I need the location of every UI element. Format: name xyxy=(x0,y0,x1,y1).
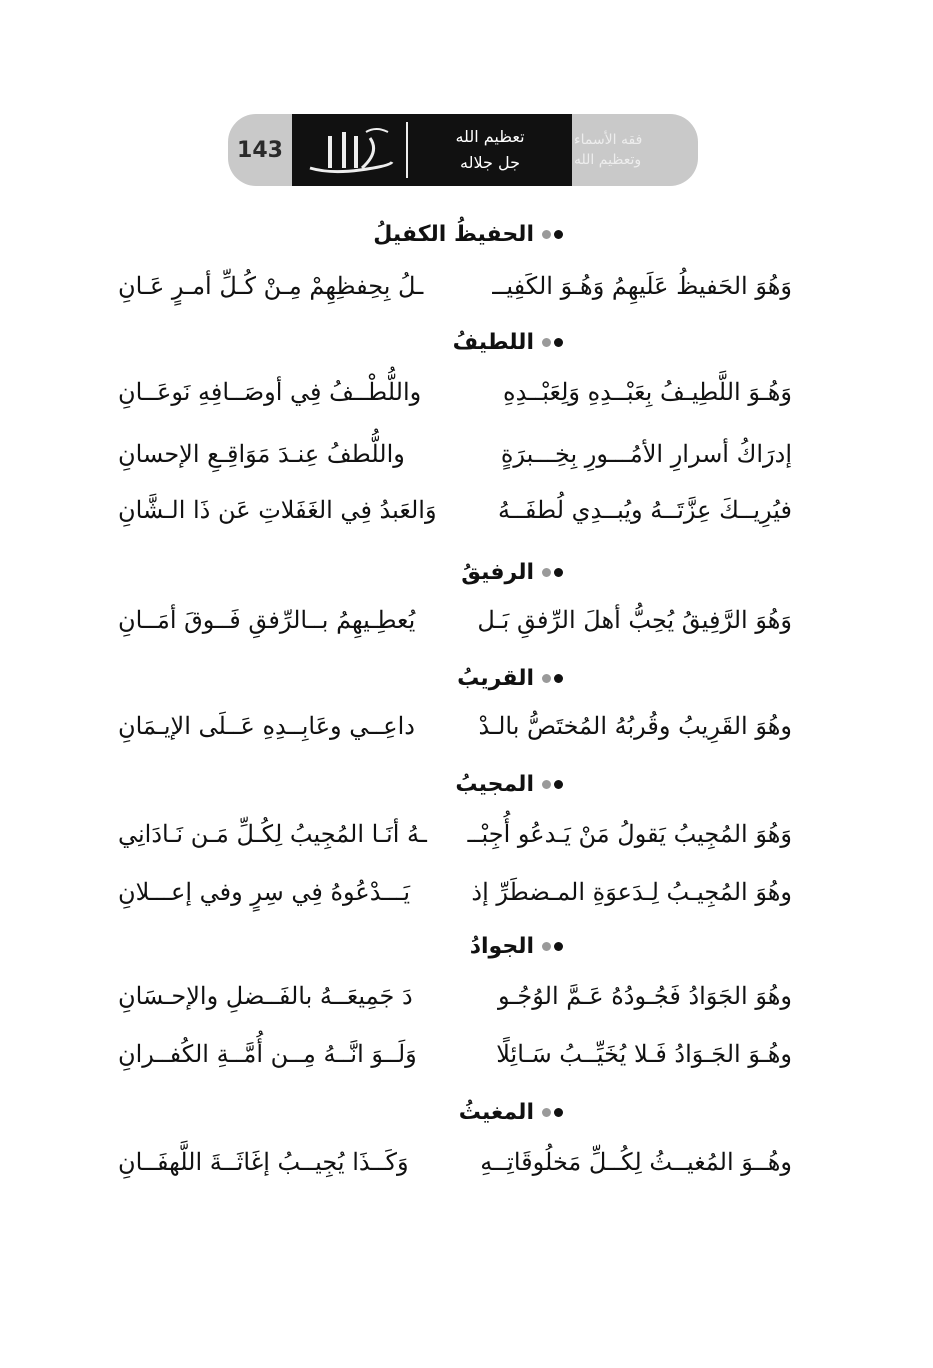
verse-line xyxy=(118,1040,792,1080)
bullet-icon xyxy=(542,942,563,951)
second-hemistich: يَـــدْعُوهُ فِي سِرٍ وفي إعـــلانِ xyxy=(118,878,411,906)
first-hemistich: وهُـوَ الجَـوَادُ فَـلا يُخَيِّــبُ سَـائِلًا xyxy=(496,1040,792,1068)
second-hemistich: وَالعَبدُ فِي الغَفَلاتِ عَن ذَا الـشَّانِ xyxy=(118,496,437,524)
section-title: اللطيفُ xyxy=(452,330,534,355)
second-hemistich: واللُّطفُ عِنـدَ مَوَاقِـعِ الإحسانِ xyxy=(118,440,405,468)
bullet-icon xyxy=(542,674,563,683)
bullet-icon xyxy=(542,568,563,577)
first-hemistich: وهُــوَ المُغيــثُ لِكُــلِّ مَخلُوقَاتِــهِ xyxy=(480,1148,792,1176)
section-heading xyxy=(459,1100,563,1125)
section-title: المغيثُ xyxy=(458,1100,534,1125)
section-heading xyxy=(373,222,563,247)
second-hemistich: يُعطِـيهِمُ بــالرِّفقِ فَــوقَ أمَــانِ xyxy=(118,606,416,634)
bullet-icon xyxy=(542,780,563,789)
section-title: الجوادُ xyxy=(469,934,534,959)
title-line-1: تعظيم الله xyxy=(455,127,525,146)
second-hemistich: داعِــي وعَابِــدِهِ عَــلَى الإيـمَانِ xyxy=(118,712,415,740)
book-line-2: وتعظيم الله xyxy=(574,152,642,168)
bullet-icon xyxy=(542,230,563,239)
first-hemistich: وهُوَ المُجِيـبُ لِـدَعوَةِ المـضطَرِّ إذ xyxy=(471,878,792,906)
first-hemistich: وَهُـوَ اللَّطِيـفُ بِعَبْــدِهِ وَلِعَبْــدِهِ xyxy=(503,378,792,406)
second-hemistich: ـلُ بِحِفظِهِمْ مِـنْ كُـلِّ أمـرٍ عَـانِ xyxy=(118,272,424,300)
section-heading xyxy=(453,330,563,355)
bullet-icon xyxy=(542,1108,563,1117)
bullet-icon xyxy=(542,338,563,347)
section-title: الحفيظُ الكفيلُ xyxy=(373,222,534,247)
first-hemistich: وَهُوَ الحَفيظُ عَلَيهِمُ وَهُـوَ الكَفِيــ xyxy=(492,272,792,300)
verse-line xyxy=(118,496,792,536)
title-line-2: جل جلاله xyxy=(460,153,520,172)
verse-line xyxy=(118,606,792,646)
first-hemistich: وهُوَ الجَوَادُ فَجُـودُهُ عَـمَّ الوُجُـو xyxy=(497,982,792,1010)
section-title: الرفيقُ xyxy=(461,560,534,585)
first-hemistich: وهُوَ القَرِيبُ وقُربُهُ المُختَصُّ بالـدْ xyxy=(478,712,792,740)
verse-line xyxy=(118,878,792,918)
first-hemistich: وَهُوَ الرَّفِيقُ يُحِبُّ أهلَ الرِّفقِ بَـل xyxy=(477,606,792,634)
verse-line xyxy=(118,272,792,312)
second-hemistich: ـهُ أنَـا المُجِيبُ لِكُـلِّ مَـن نَـادَانِي xyxy=(118,820,427,848)
first-hemistich: وَهُوَ المُجِيبُ يَقولُ مَنْ يَـدعُو أُجِبْــ xyxy=(467,820,792,848)
section-heading xyxy=(455,772,563,797)
second-hemistich: وَكَــذَا يُجِيــبُ إغَاثَــةَ اللَّهفَــانِ xyxy=(118,1148,409,1176)
section-heading xyxy=(457,666,563,691)
page-number: 143 xyxy=(237,137,283,163)
verse-line xyxy=(118,1148,792,1188)
verse-line xyxy=(118,982,792,1022)
verse-line xyxy=(118,712,792,752)
book-line-1: فقه الأسماء xyxy=(574,132,643,148)
section-title: القريبُ xyxy=(457,666,534,691)
verse-line xyxy=(118,440,792,480)
first-hemistich: إدرَاكُ أسرارِ الأمُـــورِ بِخِـــبرَةٍ xyxy=(500,440,792,468)
section-title: المجيبُ xyxy=(455,772,534,797)
section-heading xyxy=(470,934,563,959)
verse-line xyxy=(118,820,792,860)
second-hemistich: وَلَــوَ انَّــهُ مِــن أُمَّــةِ الكُفــرانِ xyxy=(118,1040,417,1068)
first-hemistich: فيُرِيــكَ عِزَّتَــهُ ويُبــدِي لُطفَــهُ xyxy=(497,496,792,524)
verse-line xyxy=(118,378,792,418)
section-heading xyxy=(461,560,563,585)
second-hemistich: دَ جَمِيعَــهُ بالفَــضلِ والإحـسَانِ xyxy=(118,982,413,1010)
second-hemistich: واللُّطْــفُ فِي أوصَــافِهِ نَوعَــانِ xyxy=(118,378,422,406)
